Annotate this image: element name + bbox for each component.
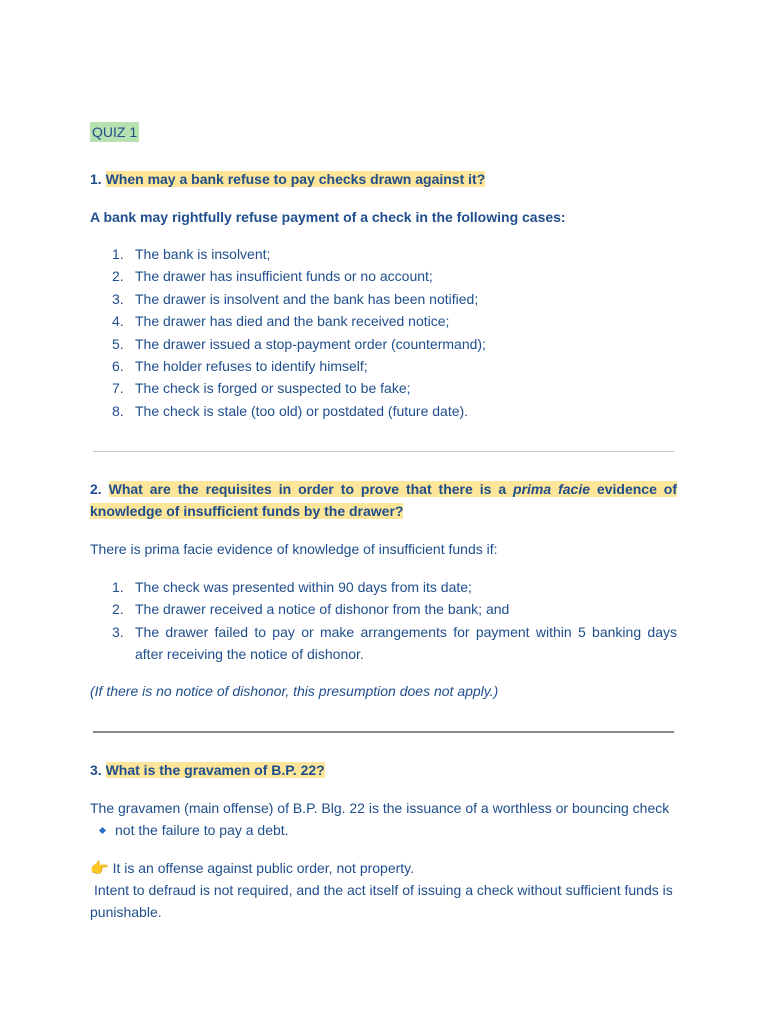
list-item: 7. The check is forged or suspected to be fake; [112, 380, 411, 397]
question-2-intro: There is prima facie evidence of knowledge of insufficient funds if: [90, 541, 498, 557]
question-3-answer: The gravamen (main offense) of B.P. Blg. 22 is the issuance of a worthless or bouncing check [90, 800, 670, 816]
pointing-hand-icon: 👉 [90, 860, 109, 877]
question-1 [90, 168, 485, 190]
question-2 [90, 478, 677, 522]
list-item: 6. The holder refuses to identify himself; [112, 358, 368, 375]
list-item: 3. The drawer is insolvent and the bank has been notified; [112, 290, 479, 307]
question-3-point-1: 👉 It is an offense against public order, not property. [90, 860, 415, 877]
question-2-note: (If there is no notice of dishonor, this presumption does not apply.) [90, 683, 499, 699]
list-item: 8. The check is stale (too old) or postdated (future date). [112, 402, 469, 419]
question-3-bullet: not the failure to pay a debt. [100, 820, 289, 840]
question-1-list [90, 243, 486, 422]
question-1-number: 1. [90, 171, 102, 187]
question-1-intro: A bank may rightfully refuse payment of a check in the following cases: [90, 209, 566, 225]
question-1-text: When may a bank refuse to pay checks drawn against it? [105, 171, 486, 187]
diamond-bullet-icon [99, 827, 106, 834]
quiz-title: QUIZ 1 [92, 124, 138, 140]
list-item: 2. The drawer has insufficient funds or no account; [112, 268, 433, 285]
list-item: 5. The drawer issued a stop-payment order (countermand); [112, 335, 486, 352]
question-2-list [90, 576, 677, 666]
list-item: 2. The drawer received a notice of dishonor from the bank; and [112, 601, 510, 618]
question-2-number: 2. [90, 481, 102, 497]
list-item: 1. The check was presented within 90 days from its date; [112, 579, 472, 595]
list-item: 3. The drawer failed to pay or make arrangements for payment within 5 banking days after receiving the notice of dishonor. [112, 623, 677, 663]
divider [93, 451, 674, 452]
divider [93, 731, 674, 733]
question-3-number: 3. [90, 762, 102, 778]
question-2-text: What are the requisites in order to prove that there is a prima facie evidence of knowledge of insufficient funds by the drawer? [90, 481, 677, 519]
question-3-point-2: Intent to defraud is not required, and the act itself of issuing a check without sufficient funds is punishable. [90, 882, 673, 920]
question-3 [90, 759, 325, 781]
question-3-text: What is the gravamen of B.P. 22? [105, 762, 325, 778]
list-item: 1. The bank is insolvent; [112, 246, 271, 262]
list-item: 4. The drawer has died and the bank received notice; [112, 313, 450, 330]
